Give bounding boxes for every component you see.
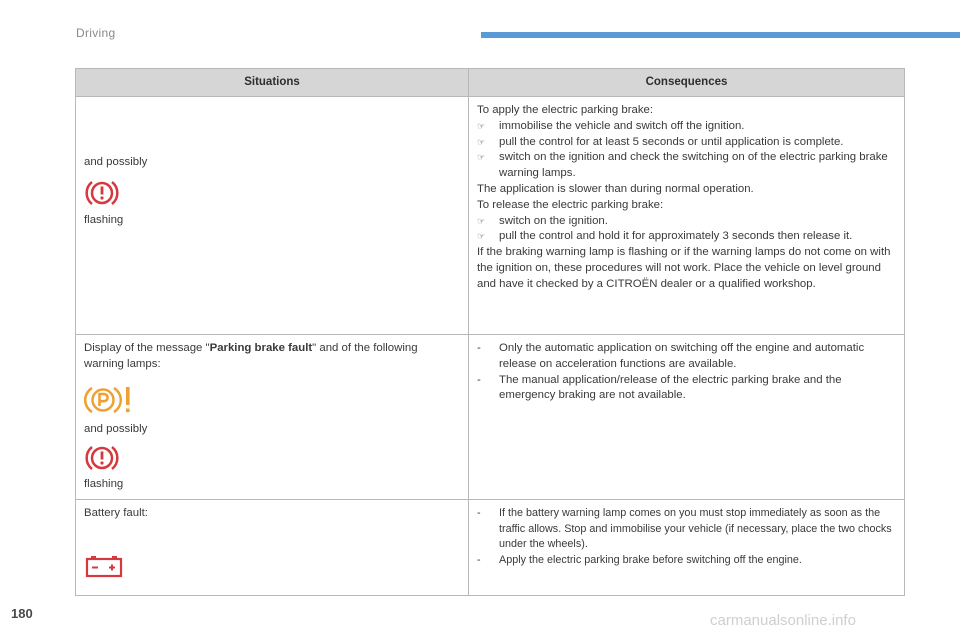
list-item: - If the battery warning lamp comes on you must stop immediately as soon as the traffic allows. Stop and immobilise your vehicle (if necessary, place the two chocks under the wheels). [477, 507, 892, 551]
list-item: ☞ switch on the ignition and check the switching on of the electric parking brake warning lamps. [477, 150, 896, 182]
table-row [76, 97, 905, 335]
and-possibly-text: and possibly [84, 422, 148, 435]
situations-table [75, 68, 905, 596]
bullet-arrow-icon: ☞ [477, 231, 486, 242]
braking-warning-icon [84, 178, 120, 208]
release-intro: To release the electric parking brake: [477, 198, 664, 211]
list-item: ☞ pull the control for at least 5 seconds or until application is complete. [477, 135, 896, 151]
watermark: carmanualsonline.info [710, 612, 856, 629]
consequence-cell [469, 335, 905, 500]
column-header-situations: Situations [76, 69, 469, 97]
bullet-arrow-icon: ☞ [477, 136, 486, 147]
table-row [76, 335, 905, 500]
list-item: ☞ switch on the ignition. [477, 214, 896, 230]
table-row [76, 500, 905, 596]
situation-cell [76, 97, 469, 335]
list-item: ☞ immobilise the vehicle and switch off the ignition. [477, 119, 896, 135]
fault-message-text: Display of the message "Parking brake fault" and of the following warning lamps: [84, 342, 418, 370]
page-number: 180 [11, 606, 33, 621]
table-header-row [76, 69, 905, 97]
bullet-arrow-icon: ☞ [477, 152, 486, 163]
battery-warning-icon [84, 554, 124, 578]
section-title: Driving [76, 26, 116, 40]
apply-intro: To apply the electric parking brake: [477, 104, 654, 116]
consequence-cell [469, 97, 905, 335]
situation-cell [76, 500, 469, 596]
column-header-consequences: Consequences [469, 69, 905, 97]
list-item: - Apply the electric parking brake before switching off the engine. [477, 553, 802, 566]
bullet-arrow-icon: ☞ [477, 215, 486, 226]
header-accent-bar [481, 32, 960, 38]
flashing-text: flashing [84, 213, 124, 226]
parking-brake-fault-icon [84, 384, 140, 416]
fault-message-bold: Parking brake fault [209, 342, 313, 354]
list-item: - Only the automatic application on switching off the engine and automatic release on acceleration functions are available. [477, 342, 865, 370]
list-item: - The manual application/release of the electric parking brake and the emergency braking are not available. [477, 373, 842, 402]
flashing-text: flashing [84, 478, 124, 491]
battery-fault-label: Battery fault: [84, 507, 148, 519]
situation-cell [76, 335, 469, 500]
consequence-cell [469, 500, 905, 596]
bullet-arrow-icon: ☞ [477, 120, 486, 131]
list-item: ☞ pull the control and hold it for approximately 3 seconds then release it. [477, 229, 896, 245]
braking-warning-icon [84, 443, 120, 473]
closing-note: If the braking warning lamp is flashing or if the warning lamps do not come on with the ignition on, these procedures will not work. Place the vehicle on level ground and have it checked by a CITROËN dealer or a qualified workshop. [477, 246, 891, 290]
and-possibly-text: and possibly [84, 156, 148, 168]
slower-note: The application is slower than during normal operation. [477, 182, 754, 195]
